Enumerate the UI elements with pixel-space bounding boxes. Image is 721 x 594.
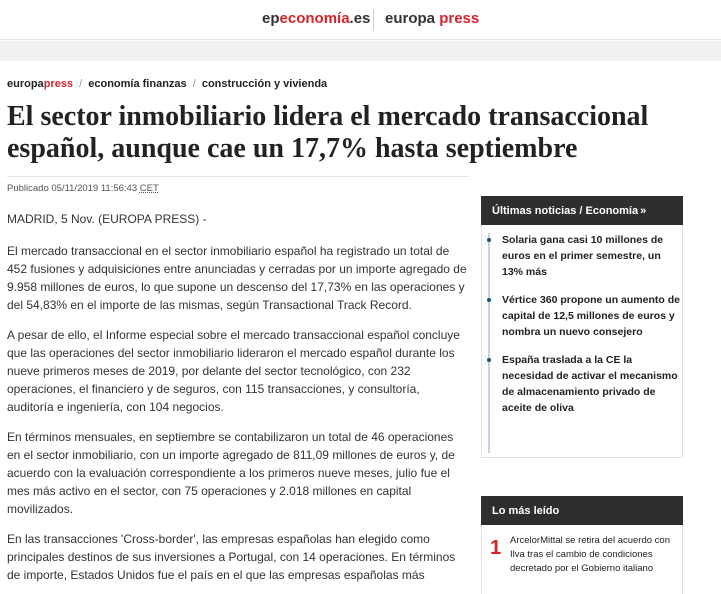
latest-news-list [481, 225, 683, 458]
breadcrumb-separator: / [192, 78, 196, 90]
logo-ep-text: ep [262, 10, 280, 27]
latest-news-link[interactable]: España traslada a la CE la necesidad de activar el mecanismo de almacenamiento privado de aceite de oliva [502, 354, 678, 414]
published-label: Publicado 05/11/2019 11:56:43 [7, 183, 138, 194]
logo-press-text: press [439, 10, 480, 27]
logo-economia-text: economía [279, 10, 350, 27]
bullet-dot-icon [487, 238, 491, 242]
most-read-rank: 1 [490, 537, 502, 559]
bullet-dot-icon [487, 298, 491, 302]
nav-band [0, 41, 721, 61]
timeline-line [488, 233, 490, 453]
double-chevron-right-icon: » [640, 205, 647, 217]
logo-es-text: .es [349, 10, 371, 27]
article-title: El sector inmobiliario lidera el mercado transaccional español, aunque cae un 17,7% hasta septiembre [7, 101, 649, 164]
breadcrumb [7, 78, 327, 90]
breadcrumb-item-construccion-vivienda[interactable]: construcción y vivienda [201, 78, 328, 90]
most-read-item[interactable] [510, 534, 680, 576]
latest-news-item[interactable] [502, 232, 680, 280]
most-read-link[interactable]: ArcelorMittal se retira del acuerdo con Ilva tras el cambio de condiciones decretado por el Gobierno italiano [510, 535, 670, 574]
breadcrumb-item-economia-finanzas[interactable]: economía finanzas [88, 78, 187, 90]
article-paragraph: En las transacciones 'Cross-border', las empresas españolas han elegido como principales destinos de sus inversiones a Portugal, con 14 operaciones. En términos de importe, Estados Unidos fue el país en el que las empresas españolas más [7, 532, 456, 582]
latest-news-item[interactable] [502, 292, 680, 340]
logo-divider [373, 9, 374, 31]
latest-news-link[interactable]: Solaria gana casi 10 millones de euros en el primer semestre, un 13% más [502, 234, 664, 278]
latest-news-title: Últimas noticias / Economía [492, 205, 639, 217]
latest-news-widget [481, 196, 683, 458]
published-date [7, 183, 159, 194]
epeconomia-logo[interactable] [262, 10, 370, 27]
latest-news-item[interactable] [502, 352, 680, 416]
breadcrumb-home-press: press [43, 78, 74, 90]
title-divider [7, 176, 469, 177]
europapress-logo[interactable] [385, 10, 479, 27]
latest-news-link[interactable]: Vértice 360 propone un aumento de capital de 12,5 millones de euros y nombra un nuevo consejero [502, 294, 680, 338]
most-read-widget [481, 496, 683, 594]
published-timezone: CET [139, 183, 159, 194]
article-dateline: MADRID, 5 Nov. (EUROPA PRESS) - [7, 212, 207, 226]
most-read-header [481, 496, 683, 525]
breadcrumb-home[interactable] [7, 78, 73, 90]
breadcrumb-home-europa: europa [7, 78, 44, 90]
article-paragraph: A pesar de ello, el Informe especial sobre el mercado transaccional español concluye que las operaciones del sector inmobiliario lideraron el mercado español durante los nueve primeros meses de 2019, por delante del sector tecnológico, con 232 operaciones, el financiero y de seguros, con 115 transacciones, y consultoría, auditoría e ingeniería, con 104 negocios. [7, 328, 460, 414]
breadcrumb-separator: / [79, 78, 83, 90]
bullet-dot-icon [487, 358, 491, 362]
most-read-list [481, 525, 683, 594]
logo-europa-text: europa [385, 10, 440, 27]
article-paragraph: En términos mensuales, en septiembre se contabilizaron un total de 46 operaciones en el sector inmobiliario, con un importe agregado de 811,09 millones de euros y, de acuerdo con la evaluación correspondiente a los primeros nueve meses, julio fue el mes más activo en el sector, con 75 operaciones y 2.018 millones en capital movilizados. [7, 430, 455, 516]
article-paragraph: El mercado transaccional en el sector inmobiliario español ha registrado un total de 452 fusiones y adquisiciones entre anunciadas y cerradas por un importe agregado de 9.958 millones de euros, lo que supone un descenso del 17,73% en las operaciones y del 54,83% en el importe de las mismas, según Transactional Track Record. [7, 244, 467, 312]
site-header [0, 0, 721, 40]
most-read-title: Lo más leído [492, 505, 560, 517]
article-body [7, 210, 469, 594]
latest-news-header[interactable] [481, 196, 683, 225]
